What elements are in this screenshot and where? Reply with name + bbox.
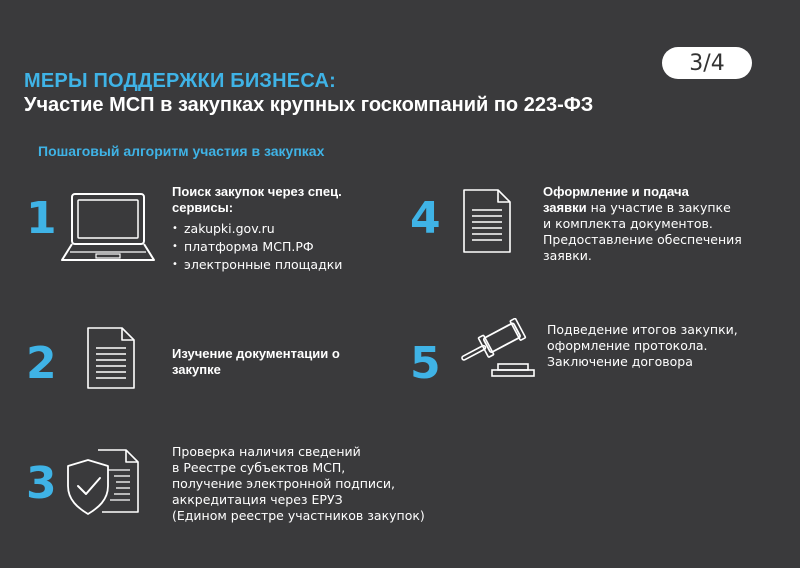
document-icon <box>462 188 512 254</box>
step-2-number: 2 <box>26 338 57 389</box>
step-4-number: 4 <box>410 193 441 244</box>
step-4-title: Оформление и подача <box>543 184 689 199</box>
step-1-title: Поиск закупок через спец. сервисы: <box>172 184 342 215</box>
page-subtitle: Участие МСП в закупках крупных госкомпаний по 223-ФЗ <box>24 94 594 116</box>
step-3-line: аккредитация через ЕРУЗ <box>172 492 343 507</box>
step-4-line: Предоставление обеспечения <box>543 232 742 247</box>
step-5-line: Заключение договора <box>547 354 693 369</box>
step-3-number: 3 <box>26 458 57 509</box>
step-1-text <box>172 184 342 274</box>
step-5-line: оформление протокола. <box>547 338 708 353</box>
laptop-icon <box>60 190 156 268</box>
step-3-line: (Едином реестре участников закупок) <box>172 508 425 523</box>
step-5-text <box>547 322 738 370</box>
step-4-title-rest: на участие в закупке <box>586 200 731 215</box>
step-1-list <box>172 220 342 274</box>
shield-document-icon <box>64 446 144 518</box>
section-heading: Пошаговый алгоритм участия в закупках <box>38 143 325 159</box>
step-2-text: Изучение документации о закупке <box>172 346 340 377</box>
step-4-title-word: заявки <box>543 200 587 215</box>
step-3-text <box>172 444 425 524</box>
gavel-icon <box>456 318 536 380</box>
document-icon <box>86 326 136 390</box>
step-3-line: в Реестре субъектов МСП, <box>172 460 346 475</box>
list-item: • платформа МСП.РФ <box>172 238 342 256</box>
step-4-text <box>543 184 742 264</box>
page-badge: 3/4 <box>662 47 752 79</box>
step-5-line: Подведение итогов закупки, <box>547 322 738 337</box>
step-5-number: 5 <box>410 338 441 389</box>
step-1-number: 1 <box>26 193 57 244</box>
list-item: • zakupki.gov.ru <box>172 220 342 238</box>
page-title: МЕРЫ ПОДДЕРЖКИ БИЗНЕСА: <box>24 70 336 92</box>
step-4-line: и комплекта документов. <box>543 216 713 231</box>
step-4-line: заявки. <box>543 248 592 263</box>
step-3-line: получение электронной подписи, <box>172 476 396 491</box>
step-3-line: Проверка наличия сведений <box>172 444 361 459</box>
list-item: • электронные площадки <box>172 256 342 274</box>
